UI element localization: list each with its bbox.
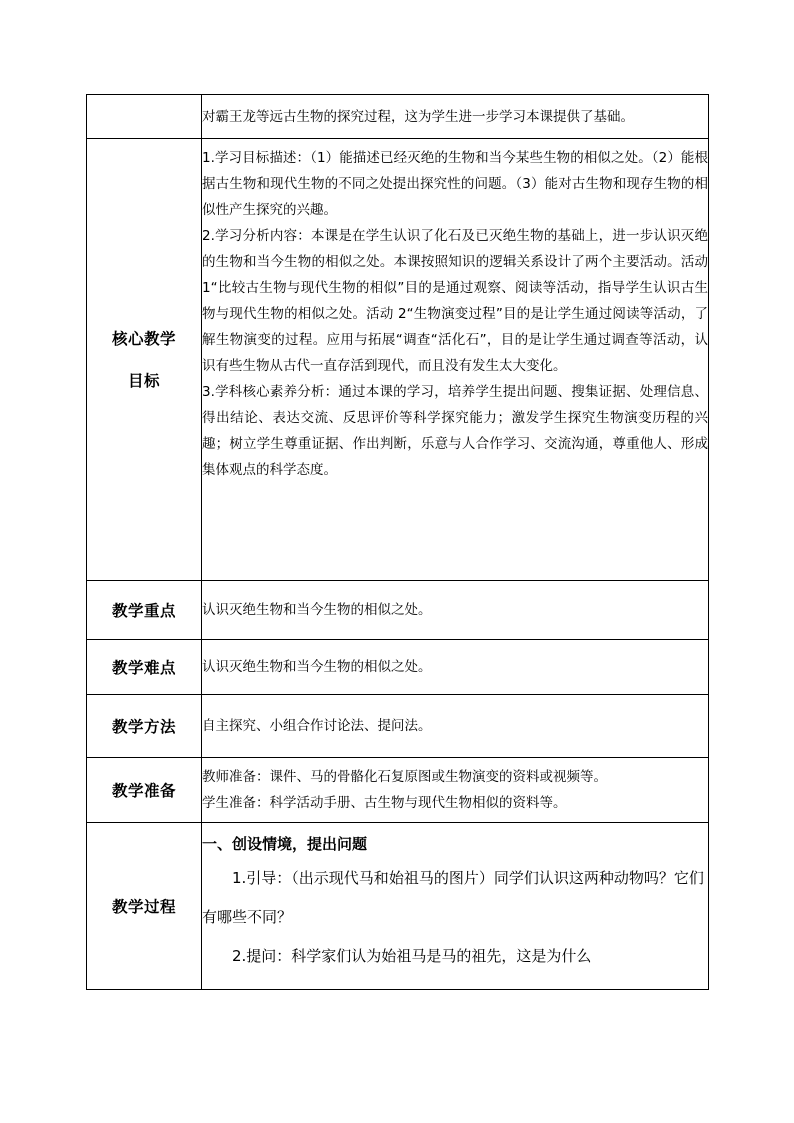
process-item-2: 2.提问：科学家们认为始祖马是马的祖先，这是为什么	[232, 947, 592, 965]
process-item-1: 1.引导：（出示现代马和始祖马的图片）同学们认识这两种动物吗？它们有哪些不同？	[202, 869, 704, 926]
core-goals-label	[87, 139, 202, 581]
difficulty-label: 教学难点	[87, 640, 202, 695]
table-row-core-goals	[87, 139, 709, 581]
table-row-difficulty	[87, 640, 709, 695]
table-row-intro	[87, 95, 709, 139]
process-label: 教学过程	[87, 823, 202, 990]
table-row-preparation	[87, 758, 709, 823]
goal-paragraph-3: 3.学科核心素养分析：通过本课的学习，培养学生提出问题、搜集证据、处理信息、得出结论、表达交流、反思评价等科学探究能力；激发学生探究生物演变历程的兴趣；树立学生尊重证据、作出判断，乐意与人合作学习、交流沟通，尊重他人、形成集体观点的科学态度。	[202, 384, 708, 478]
table-row-key-point	[87, 581, 709, 640]
goal-paragraph-1: 1.学习目标描述：（1）能描述已经灭绝的生物和当今某些生物的相似之处。（2）能根据古生物和现代生物的不同之处提出探究性的问题。（3）能对古生物和现存生物的相似性产生探究的兴趣。	[202, 150, 708, 218]
preparation-content	[202, 758, 709, 823]
key-point-label: 教学重点	[87, 581, 202, 640]
key-point-text: 认识灭绝生物和当今生物的相似之处。	[202, 581, 709, 640]
table-row-process	[87, 823, 709, 990]
difficulty-text: 认识灭绝生物和当今生物的相似之处。	[202, 640, 709, 695]
core-goals-content	[202, 139, 709, 581]
method-text: 自主探究、小组合作讨论法、提问法。	[202, 695, 709, 758]
student-preparation: 学生准备：科学活动手册、古生物与现代生物相似的资料等。	[202, 795, 567, 811]
preparation-label: 教学准备	[87, 758, 202, 823]
method-label: 教学方法	[87, 695, 202, 758]
goal-paragraph-2: 2.学习分析内容：本课是在学生认识了化石及已灭绝生物的基础上，进一步认识灭绝的生物和当今生物的相似之处。本课按照知识的逻辑关系设计了两个主要活动。活动 1“比较古生物与现代生物的相似”目的是通过观察、阅读等活动，指导学生认识古生物与现代生物的相似之处。活动 2“生物演变过程”目的是让学生通过阅读等活动，了解生物演变的过程。应用与拓展“调查“活化石”，目的是让学生通过调查等活动，认识有些生物从古代一直存活到现代，而且没有发生太大变化。	[202, 228, 708, 374]
process-section-heading: 一、创设情境，提出问题	[202, 835, 368, 853]
lesson-plan-table	[86, 94, 709, 990]
core-goals-label-line1: 核心教学	[111, 329, 176, 348]
process-content	[202, 823, 709, 990]
core-goals-label-line2: 目标	[127, 371, 160, 390]
table-row-method	[87, 695, 709, 758]
teacher-preparation: 教师准备：课件、马的骨骼化石复原图或生物演变的资料或视频等。	[202, 769, 607, 785]
intro-text: 对霸王龙等远古生物的探究过程，这为学生进一步学习本课提供了基础。	[202, 108, 634, 125]
row-label-empty	[87, 95, 202, 139]
intro-text-cell	[202, 95, 709, 139]
